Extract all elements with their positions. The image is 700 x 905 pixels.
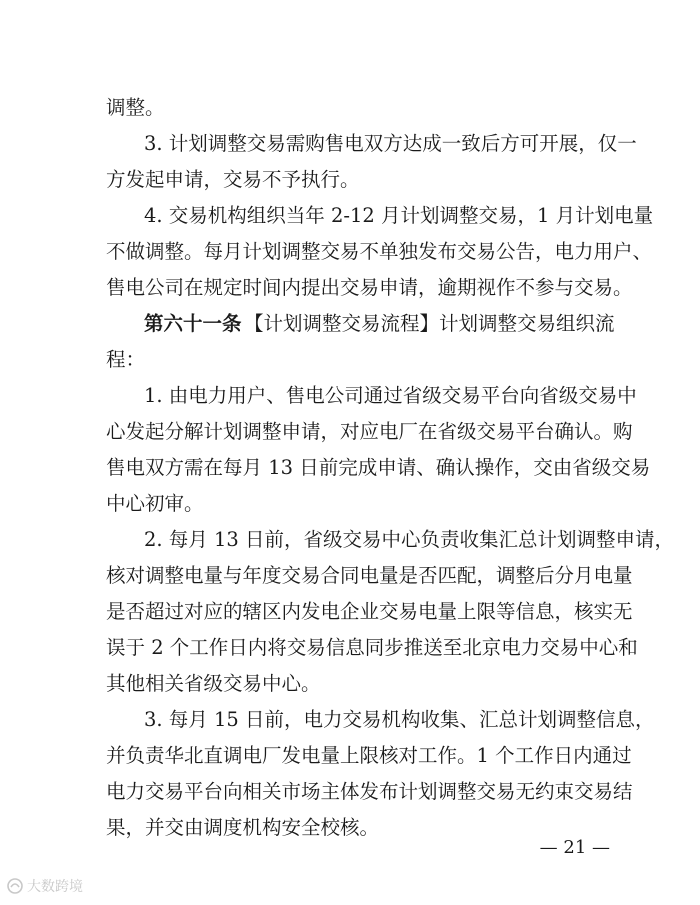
text-line: 3. 每月 15 日前，电力交易机构收集、汇总计划调整信息， — [144, 708, 655, 731]
text-line: 果，并交由调度机构安全校核。 — [106, 816, 380, 839]
text-line: 是否超过对应的辖区内发电企业交易电量上限等信息，核实无 — [106, 600, 633, 623]
text-line: 售电公司在规定时间内提出交易申请，逾期视作不参与交易。 — [106, 276, 633, 299]
article-heading: 第六十一条 — [144, 312, 242, 335]
text-line: 程： — [106, 348, 146, 371]
text-line: 【计划调整交易流程】计划调整交易组织流 — [244, 312, 615, 335]
text-line: 中心初审。 — [106, 492, 204, 515]
text-line: 2. 每月 13 日前，省级交易中心负责收集汇总计划调整申请， — [144, 528, 675, 551]
text-line: 其他相关省级交易中心。 — [106, 672, 321, 695]
text-line: 心发起分解计划调整申请，对应电厂在省级交易平台确认。购 — [106, 420, 633, 443]
text-line: 方发起申请，交易不予执行。 — [106, 168, 360, 191]
text-line: 核对调整电量与年度交易合同电量是否匹配，调整后分月电量 — [106, 564, 633, 587]
text-line: 4. 交易机构组织当年 2-12 月计划调整交易，1 月计划电量 — [144, 204, 654, 227]
text-line: 售电双方需在每月 13 日前完成申请、确认操作，交由省级交易 — [106, 456, 651, 479]
watermark-text: 大数跨境 — [27, 879, 83, 895]
watermark-logo-icon — [6, 877, 24, 895]
text-line: 并负责华北直调电厂发电量上限核对工作。1 个工作日内通过 — [106, 744, 632, 767]
text-line: 误于 2 个工作日内将交易信息同步推送至北京电力交易中心和 — [106, 636, 638, 659]
text-line: 不做调整。每月计划调整交易不单独发布交易公告，电力用户、 — [106, 240, 653, 263]
watermark — [6, 876, 83, 896]
text-line: 1. 由电力用户、售电公司通过省级交易平台向省级交易中 — [144, 384, 637, 407]
text-line: 3. 计划调整交易需购售电双方达成一致后方可开展，仅一 — [144, 132, 637, 155]
page-number: — 21 — — [539, 837, 610, 858]
text-line: 电力交易平台向相关市场主体发布计划调整交易无约束交易结 — [106, 780, 633, 803]
text-line: 调整。 — [106, 96, 165, 119]
